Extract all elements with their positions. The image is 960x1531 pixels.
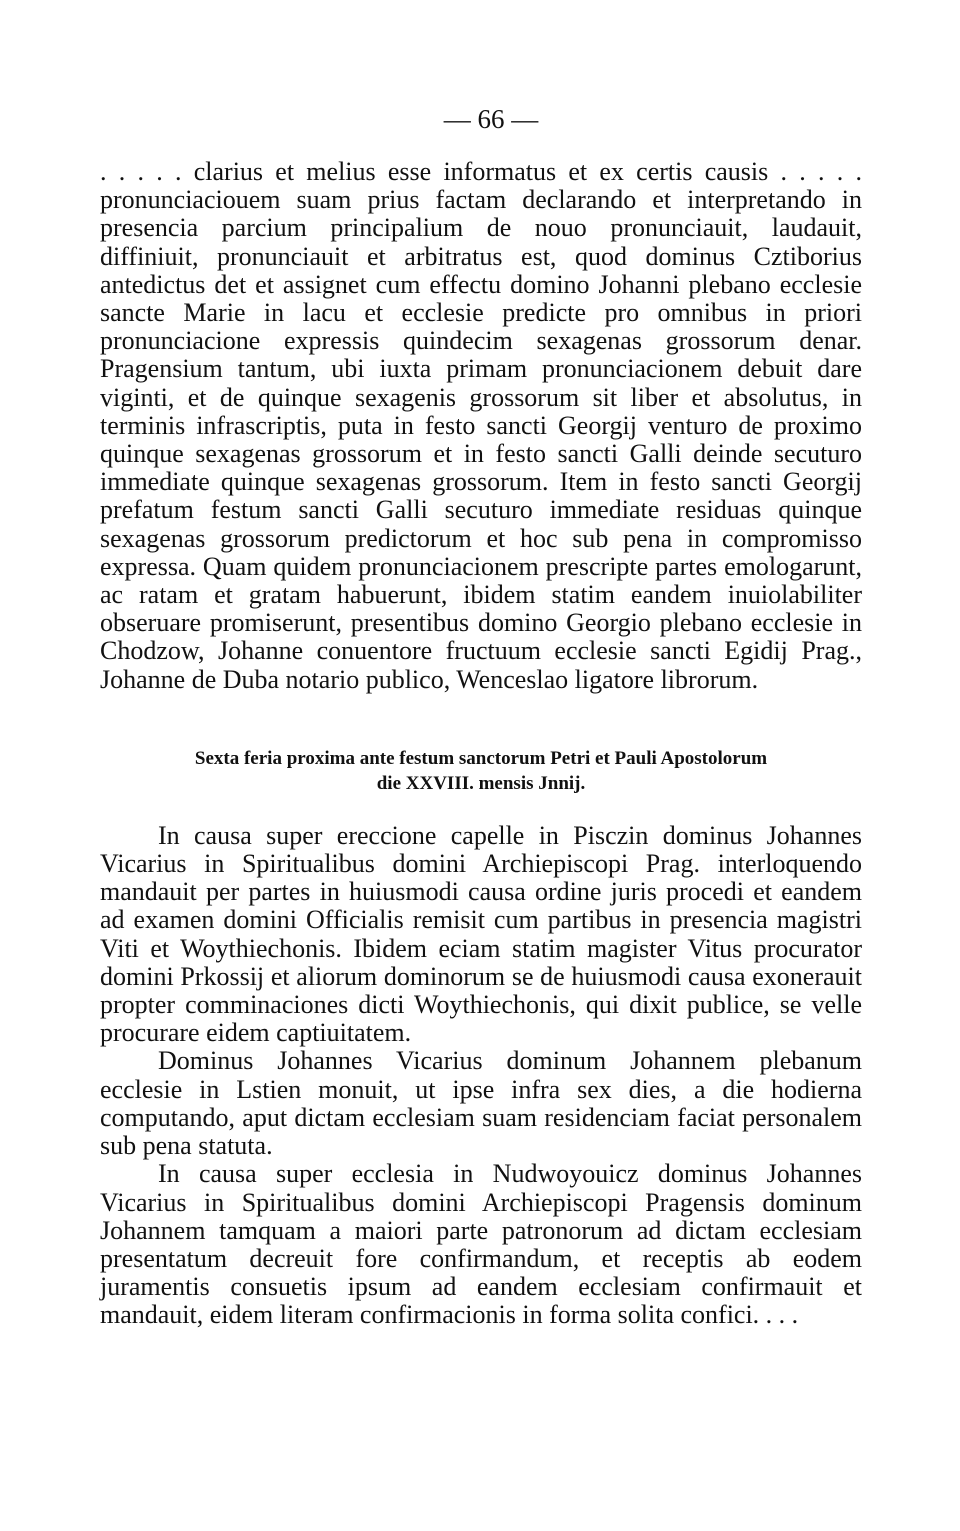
paragraph-capella-pisczin: In causa super ereccione capelle in Pisczin dominus Johannes Vicarius in Spiritualibus domini Archiepiscopi Prag. interloquendo mandauit per partes in huiusmodi causa ordine juris procedi et eandem ad examen domini Officialis remisit cum partibus in presencia magistri Viti et Woythiechonis. Ibidem eciam statim magister Vitus procurator domini Prkossij et aliorum dominorum se de huiusmodi causa exonerauit propter comminaciones dicti Woythiechonis, qui dixit publice, se velle procurare eidem captiuitatem. (100, 820, 862, 1048)
paragraph-nudwoyouicz: In causa super ecclesia in Nudwoyouicz dominus Johannes Vicarius in Spiritualibus domini Archiepiscopi Pragensis dominum Johannem tamquam a maiori parte patronorum ad dictam ecclesiam presentatum decreuit fore confirmandum, et receptis ab eodem juramentis consuetis ipsum ad eandem ecclesiam confirmauit et mandauit, eidem literam confirmacionis in forma solita confici. . . . (100, 1159, 862, 1330)
heading-line-1: Sexta feria proxima ante festum sanctorum Petri et Pauli Apostolorum (194, 747, 768, 769)
page-number: — 66 — (443, 104, 539, 134)
heading-line-2: die XXVIII. mensis Jnnij. (376, 772, 586, 794)
section-heading (100, 746, 862, 796)
paragraph-arbitration: . . . . . clarius et melius esse informatus et ex certis causis . . . . . pronunciaciouem suam prius factam declarando et interpretando in presencia parcium principalium de nouo pronunciauit, laudauit, diffiniuit, pronunciauit et arbitratus est, quod dominus Cztiborius antedictus det et assignet cum effectu domino Johanni plebano ecclesie sancte Marie in lacu et ecclesie predicte pro omnibus in priori pronunciacione expressis quindecim sexagenas grossorum denar. Pragensium tantum, ubi iuxta primam pronunciacionem debuit dare viginti, et de quinque sexagenis grossorum sit liber et absolutus, in terminis infrascriptis, puta in festo sancti Georgij venturo de proximo quinque sexagenas grossorum et in festo sancti Galli deinde secuturo immediate quinque sexagenas grossorum. Item in festo sancti Georgij prefatum festum sancti Galli secuturo immediate residuas quinque sexagenas grossorum predictorum et hoc sub pena in compromisso expressa. Quam quidem pronunciacionem prescripte partes emologarunt, ac ratam et gratam habuerunt, ibidem statim eandem inuiolabiliter obseruare promiserunt, presentibus domino Georgio plebano ecclesie in Chodzow, Johanne conuentore fructuum ecclesie sancti Egidij Prag., Johanne de Duba notario publico, Wenceslao ligatore librorum. (100, 157, 862, 694)
paragraph-lstien: Dominus Johannes Vicarius dominum Johannem plebanum ecclesie in Lstien monuit, ut ipse infra sex dies, a die hodierna computando, aput dictam ecclesiam suam residenciam faciat personalem sub pena statuta. (100, 1046, 862, 1161)
document-page (100, 100, 862, 1330)
